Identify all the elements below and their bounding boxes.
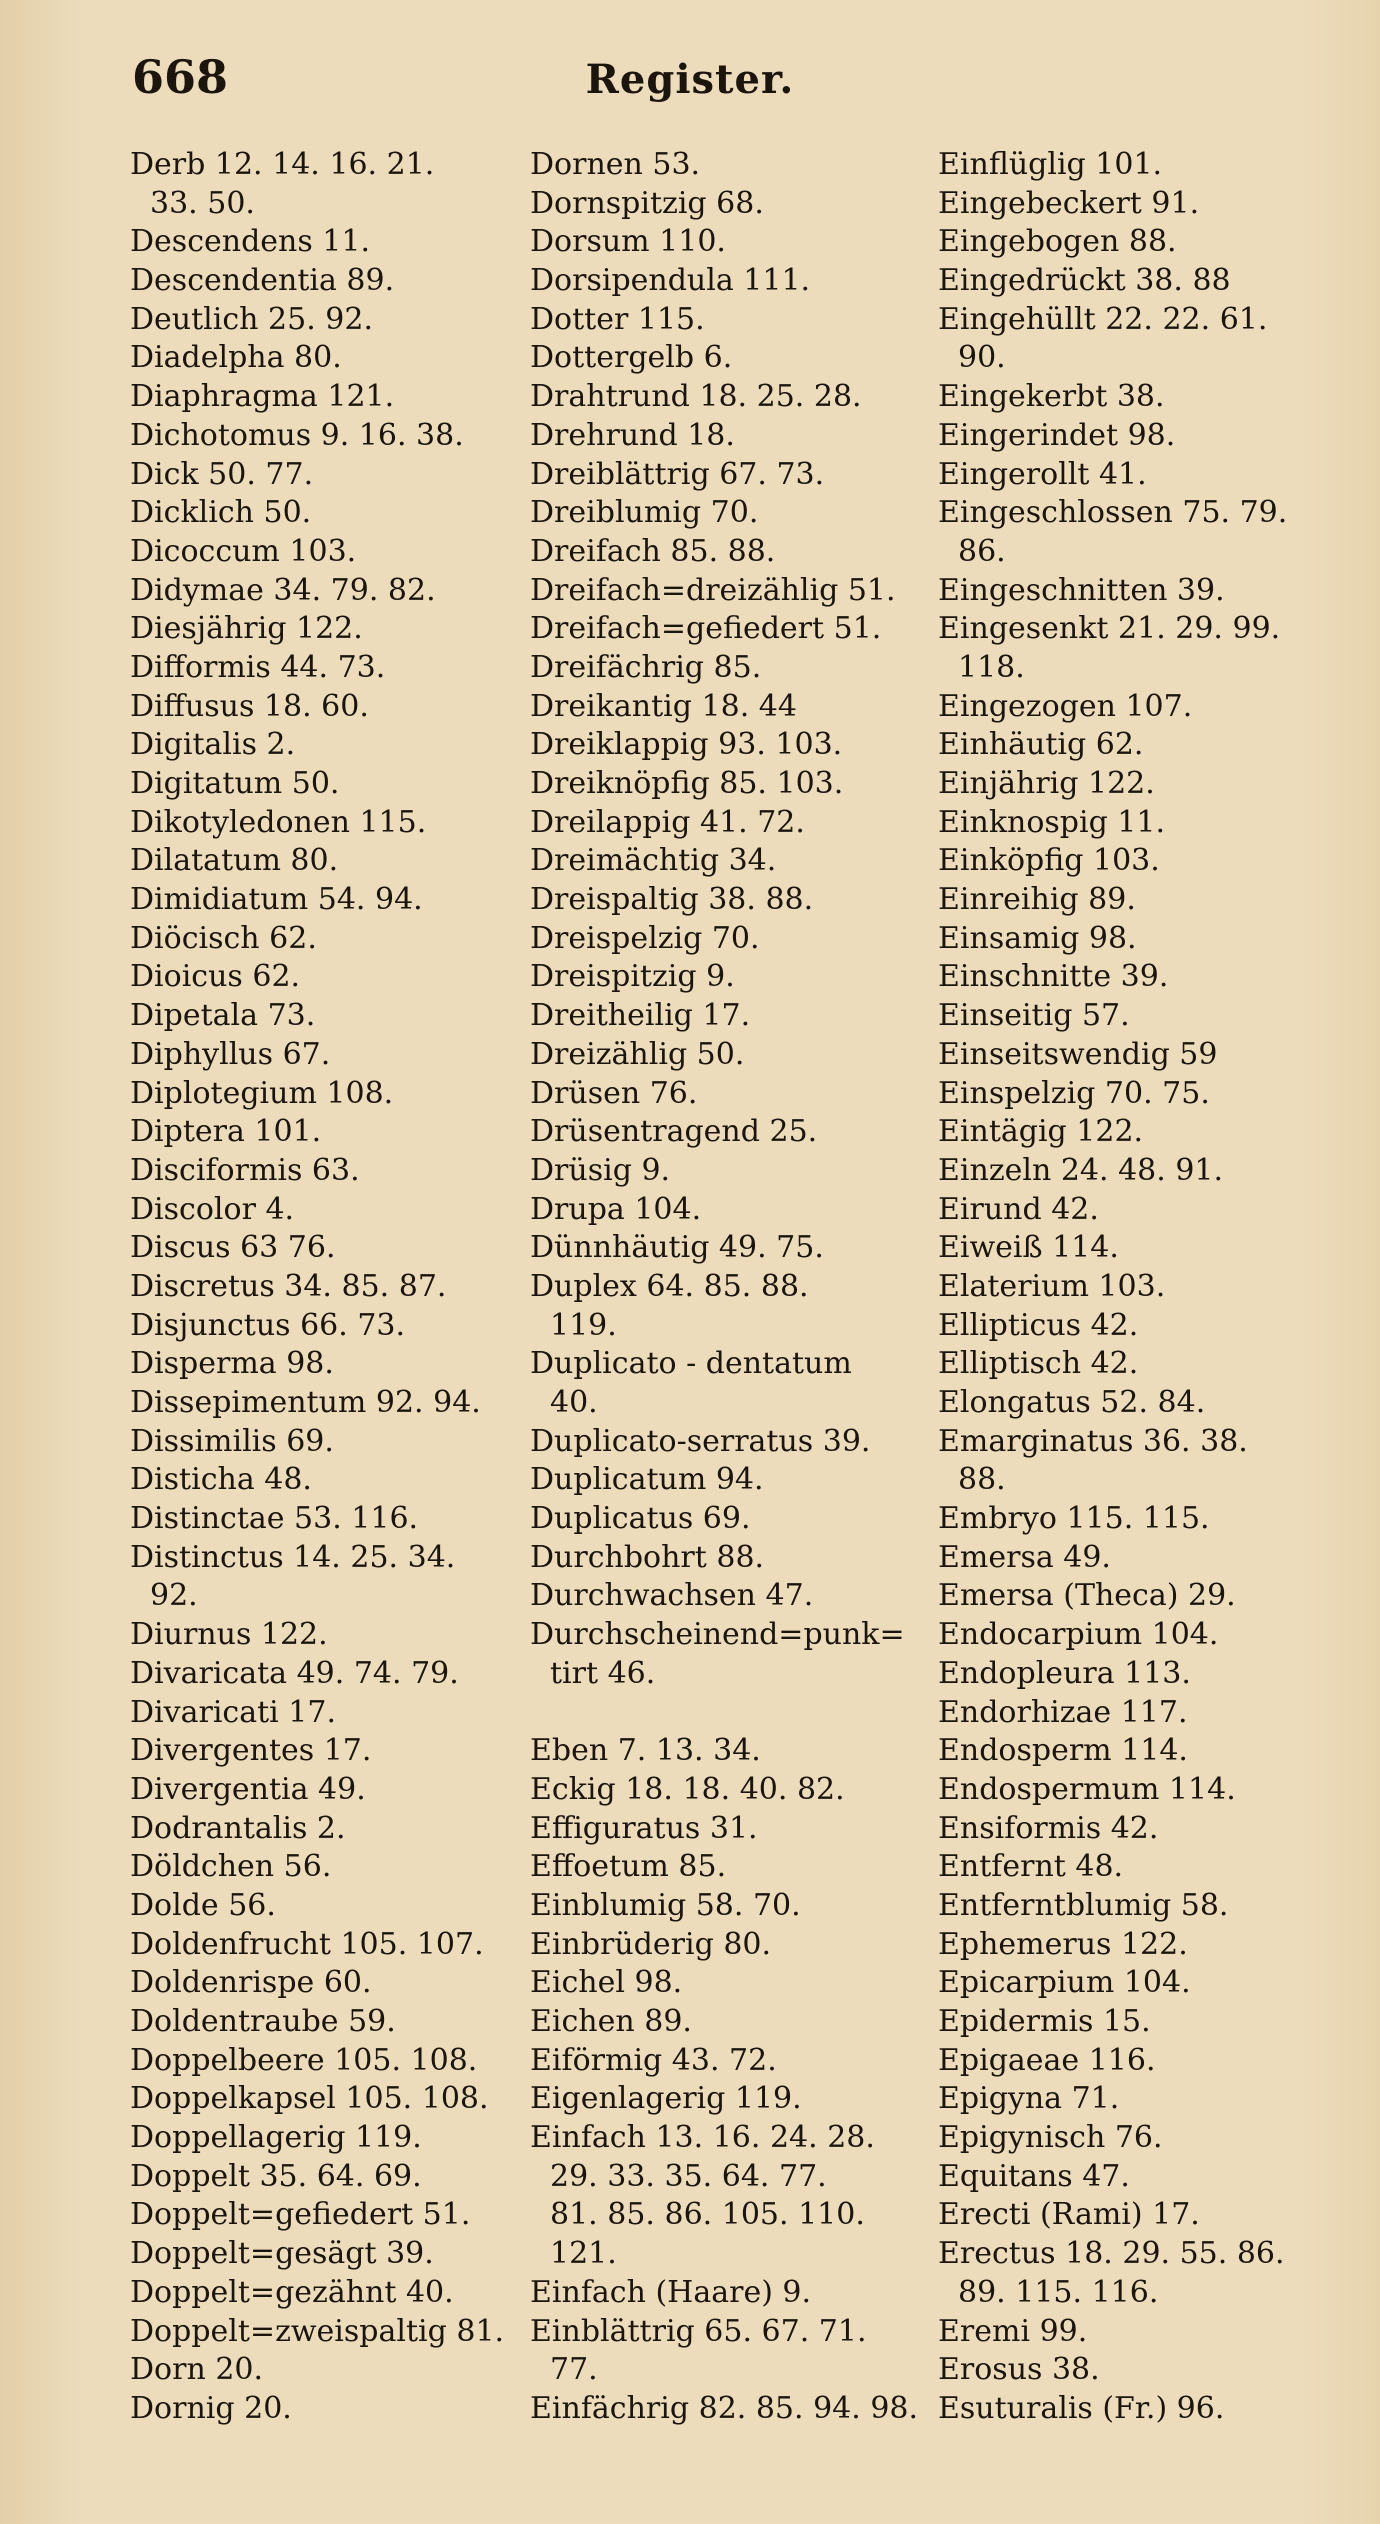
index-entry: Eingerollt 41. xyxy=(938,456,1147,492)
page-header xyxy=(0,50,1380,120)
index-entry: Eingehüllt 22. 22. 61. xyxy=(938,301,1268,337)
index-entry: Einknospig 11. xyxy=(938,804,1166,840)
index-entry: Einseitswendig 59 xyxy=(938,1036,1218,1072)
index-entry: Einschnitte 39. xyxy=(938,959,1169,995)
index-entry-continuation: 29. 33. 35. 64. 77. xyxy=(550,2158,827,2194)
index-entry: Discolor 4. xyxy=(130,1191,295,1227)
index-entry-continuation: 86. xyxy=(958,533,1006,569)
column-left xyxy=(130,146,530,2429)
index-entry: Döldchen 56. xyxy=(130,1849,332,1885)
index-entry-continuation: 88. xyxy=(958,1462,1006,1498)
index-entry: Diffusus 18. 60. xyxy=(130,688,369,724)
index-entry: Drupa 104. xyxy=(530,1191,702,1227)
index-entry: Einseitig 57. xyxy=(938,998,1130,1034)
index-entry: Duplicatus 69. xyxy=(530,1501,751,1537)
index-entry: Dreilappig 41. 72. xyxy=(530,804,805,840)
index-entry: Einspelzig 70. 75. xyxy=(938,1075,1210,1111)
index-entry: Dicoccum 103. xyxy=(130,533,357,569)
index-entry-continuation: 81. 85. 86. 105. 110. xyxy=(550,2197,865,2233)
index-entry: Einköpfig 103. xyxy=(938,843,1160,879)
index-entry: Einjährig 122. xyxy=(938,766,1155,801)
index-entry: Dreifach=dreizählig 51. xyxy=(530,572,896,608)
index-entry: Diaphragma 121. xyxy=(130,379,395,415)
page-number: 668 xyxy=(132,50,229,104)
index-entry: Dorsipendula 111. xyxy=(530,263,811,299)
index-entry: Erosus 38. xyxy=(938,2352,1100,2388)
index-entry: Dioicus 62. xyxy=(130,959,301,995)
index-entry: Dreispaltig 38. 88. xyxy=(530,882,814,918)
index-entry: Eiförmig 43. 72. xyxy=(530,2042,777,2078)
index-entry: Diurnus 122. xyxy=(130,1617,328,1653)
index-entry: Dornen 53. xyxy=(530,147,701,182)
index-entry-continuation: 40. xyxy=(550,1385,598,1420)
index-entry: Descendentia 89. xyxy=(130,263,395,299)
index-entry: Drüsig 9. xyxy=(530,1152,671,1188)
index-entry: Doppelbeere 105. 108. xyxy=(130,2042,478,2078)
index-entry: Distinctae 53. 116. xyxy=(130,1501,419,1537)
index-entry: Elaterium 103. xyxy=(938,1268,1166,1304)
index-entry: Dreikantig 18. 44 xyxy=(530,688,797,724)
index-entry: Emarginatus 36. 38. xyxy=(938,1423,1248,1459)
index-entry: Dreizählig 50. xyxy=(530,1036,745,1072)
index-entry: Dreifächrig 85. xyxy=(530,649,762,685)
index-entry: Einzeln 24. 48. 91. xyxy=(938,1152,1224,1188)
index-entry: Eben 7. 13. 34. xyxy=(530,1733,761,1769)
index-entry: Discus 63 76. xyxy=(130,1230,336,1266)
index-entry: Elliptisch 42. xyxy=(938,1346,1139,1382)
index-entry: Dreifach 85. 88. xyxy=(530,533,776,569)
index-entry: Discretus 34. 85. 87. xyxy=(130,1268,447,1304)
index-entry: Doldentraube 59. xyxy=(130,2004,396,2039)
index-entry: Eintägig 122. xyxy=(938,1114,1144,1150)
index-entry: Effiguratus 31. xyxy=(530,1810,758,1846)
index-entry: Emersa (Theca) 29. xyxy=(938,1578,1236,1614)
index-entry: Effoetum 85. xyxy=(530,1849,727,1885)
index-entry: Diptera 101. xyxy=(130,1114,322,1150)
index-entry: Dreispelzig 70. xyxy=(530,920,760,956)
index-entry: Endopleura 113. xyxy=(938,1655,1191,1691)
index-entry: Dreispitzig 9. xyxy=(530,959,735,995)
index-entry: Doldenfrucht 105. 107. xyxy=(130,1926,484,1962)
index-entry: Dreiblumig 70. xyxy=(530,495,759,531)
index-entry: Einsamig 98. xyxy=(938,920,1137,956)
index-entry: Einreihig 89. xyxy=(938,882,1136,918)
index-entry: Divaricati 17. xyxy=(130,1694,337,1730)
index-columns xyxy=(130,146,1330,2486)
index-entry: Derb 12. 14. 16. 21. xyxy=(130,147,435,182)
index-entry: Dorn 20. xyxy=(130,2352,264,2388)
index-entry: Erecti (Rami) 17. xyxy=(938,2197,1200,2233)
index-entry: Diphyllus 67. xyxy=(130,1036,331,1072)
index-entry: Durchbohrt 88. xyxy=(530,1539,765,1575)
index-entry: Endocarpium 104. xyxy=(938,1617,1219,1653)
index-entry: Entferntblumig 58. xyxy=(938,1887,1229,1923)
index-entry: Dikotyledonen 115. xyxy=(130,804,427,840)
index-entry: Eingedrückt 38. 88 xyxy=(938,263,1231,299)
index-entry: Eichel 98. xyxy=(530,1965,683,2001)
index-entry: Eckig 18. 18. 40. 82. xyxy=(530,1771,845,1807)
index-entry: Divaricata 49. 74. 79. xyxy=(130,1655,459,1691)
index-entry: Eingebeckert 91. xyxy=(938,185,1200,221)
index-entry: Eirund 42. xyxy=(938,1191,1099,1227)
index-entry: Ellipticus 42. xyxy=(938,1307,1139,1343)
index-entry: Emersa 49. xyxy=(938,1539,1111,1575)
index-entry: Dicklich 50. xyxy=(130,495,312,531)
index-entry: Einflüglig 101. xyxy=(938,147,1163,182)
index-entry: Dreifach=gefiedert 51. xyxy=(530,611,882,647)
index-entry: Dichotomus 9. 16. 38. xyxy=(130,417,464,453)
index-entry: Dorsum 110. xyxy=(530,224,726,260)
index-entry: Disjunctus 66. 73. xyxy=(130,1307,406,1343)
index-entry-continuation: 77. xyxy=(550,2352,598,2388)
index-entry-continuation: 89. 115. 116. xyxy=(958,2274,1159,2310)
index-entry: Endosperm 114. xyxy=(938,1733,1188,1769)
index-entry: Elongatus 52. 84. xyxy=(938,1385,1206,1420)
index-entry: Entfernt 48. xyxy=(938,1849,1124,1885)
index-entry-continuation: tirt 46. xyxy=(550,1655,656,1691)
index-entry: Eiweiß 114. xyxy=(938,1230,1119,1266)
index-entry: Endospermum 114. xyxy=(938,1771,1236,1807)
index-entry: Epigyna 71. xyxy=(938,2081,1120,2117)
index-entry: Difformis 44. 73. xyxy=(130,649,386,685)
index-entry: Dreiklappig 93. 103. xyxy=(530,727,843,763)
index-entry: Divergentes 17. xyxy=(130,1733,372,1769)
column-right xyxy=(938,146,1358,2429)
index-entry: Ephemerus 122. xyxy=(938,1926,1188,1962)
index-entry: Eingebogen 88. xyxy=(938,224,1177,260)
index-entry: Descendens 11. xyxy=(130,224,370,260)
index-entry: Disciformis 63. xyxy=(130,1152,360,1188)
index-entry: Dünnhäutig 49. 75. xyxy=(530,1230,824,1266)
index-entry: Eichen 89. xyxy=(530,2004,692,2039)
index-entry: Einblumig 58. 70. xyxy=(530,1887,801,1923)
index-entry: Drüsen 76. xyxy=(530,1075,698,1111)
index-entry: Doppellagerig 119. xyxy=(130,2120,422,2156)
index-entry: Deutlich 25. 92. xyxy=(130,301,373,337)
index-entry: Dissimilis 69. xyxy=(130,1423,334,1459)
index-entry: Epigaeae 116. xyxy=(938,2042,1156,2078)
index-entry: Einfächrig 82. 85. 94. 98. xyxy=(530,2390,919,2426)
index-entry: Dilatatum 80. xyxy=(130,843,339,879)
index-entry: Dornspitzig 68. xyxy=(530,185,764,221)
index-entry: Drehrund 18. xyxy=(530,417,735,453)
index-entry-continuation: 119. xyxy=(550,1307,617,1343)
index-entry: Doldenrispe 60. xyxy=(130,1965,372,2001)
index-entry: Diplotegium 108. xyxy=(130,1075,394,1111)
index-entry: Epigynisch 76. xyxy=(938,2120,1163,2156)
index-entry: Einblättrig 65. 67. 71. xyxy=(530,2313,867,2349)
column-middle xyxy=(530,146,940,2429)
index-entry: Diöcisch 62. xyxy=(130,920,317,956)
index-entry: Diesjährig 122. xyxy=(130,611,363,647)
index-entry: Dipetala 73. xyxy=(130,998,316,1034)
index-entry: Einfach (Haare) 9. xyxy=(530,2274,812,2310)
index-entry: Duplicato-serratus 39. xyxy=(530,1423,871,1459)
index-entry-continuation: 33. 50. xyxy=(150,185,255,221)
index-entry: Dotter 115. xyxy=(530,301,705,337)
index-entry-continuation: 92. xyxy=(150,1578,198,1614)
index-entry: Esuturalis (Fr.) 96. xyxy=(938,2390,1225,2426)
index-entry: Dick 50. 77. xyxy=(130,456,314,492)
index-entry: Digitatum 50. xyxy=(130,766,340,801)
index-entry: Divergentia 49. xyxy=(130,1771,366,1807)
index-entry: Distinctus 14. 25. 34. xyxy=(130,1539,456,1575)
index-entry: Epidermis 15. xyxy=(938,2004,1151,2039)
index-entry: Duplex 64. 85. 88. xyxy=(530,1268,809,1304)
index-entry: Doppelt 35. 64. 69. xyxy=(130,2158,422,2194)
index-entry: Eigenlagerig 119. xyxy=(530,2081,802,2117)
index-entry: Einhäutig 62. xyxy=(938,727,1144,763)
index-entry: Diadelpha 80. xyxy=(130,340,342,376)
index-entry: Epicarpium 104. xyxy=(938,1965,1191,2001)
index-entry: Durchscheinend=punk= xyxy=(530,1617,905,1653)
index-entry: Ensiformis 42. xyxy=(938,1810,1159,1846)
index-entry-continuation: 90. xyxy=(958,340,1006,376)
index-entry: Doppelkapsel 105. 108. xyxy=(130,2081,489,2117)
index-entry: Dreiknöpfig 85. 103. xyxy=(530,766,844,801)
index-entry: Einfach 13. 16. 24. 28. xyxy=(530,2120,875,2156)
index-entry: Eremi 99. xyxy=(938,2313,1088,2349)
index-entry: Dreimächtig 34. xyxy=(530,843,777,879)
index-entry: Eingekerbt 38. xyxy=(938,379,1165,415)
index-entry: Dolde 56. xyxy=(130,1887,276,1923)
index-entry: Drüsentragend 25. xyxy=(530,1114,818,1150)
index-entry: Eingezogen 107. xyxy=(938,688,1193,724)
index-entry: Didymae 34. 79. 82. xyxy=(130,572,436,608)
index-entry: Doppelt=gezähnt 40. xyxy=(130,2274,454,2310)
index-entry: Doppelt=zweispaltig 81. xyxy=(130,2313,505,2349)
index-entry: Durchwachsen 47. xyxy=(530,1578,814,1614)
running-title: Register. xyxy=(585,56,795,103)
index-entry: Dissepimentum 92. 94. xyxy=(130,1385,481,1420)
index-entry: Duplicatum 94. xyxy=(530,1462,764,1498)
index-entry-continuation: 121. xyxy=(550,2236,617,2272)
index-entry: Erectus 18. 29. 55. 86. xyxy=(938,2236,1285,2272)
index-entry-continuation: 118. xyxy=(958,649,1025,685)
index-entry: Equitans 47. xyxy=(938,2158,1130,2194)
index-entry: Dreiblättrig 67. 73. xyxy=(530,456,825,492)
index-entry: Dottergelb 6. xyxy=(530,340,733,376)
index-entry: Disperma 98. xyxy=(130,1346,334,1382)
index-entry: Eingeschlossen 75. 79. xyxy=(938,495,1288,531)
index-entry: Drahtrund 18. 25. 28. xyxy=(530,379,862,415)
index-entry: Digitalis 2. xyxy=(130,727,296,763)
index-entry: Doppelt=gefiedert 51. xyxy=(130,2197,471,2233)
index-entry: Doppelt=gesägt 39. xyxy=(130,2236,434,2272)
index-entry: Eingeschnitten 39. xyxy=(938,572,1225,608)
index-entry: Einbrüderig 80. xyxy=(530,1926,772,1962)
index-entry: Eingerindet 98. xyxy=(938,417,1176,453)
section-gap xyxy=(530,1694,940,1733)
index-entry: Dreitheilig 17. xyxy=(530,998,751,1034)
index-entry: Endorhizae 117. xyxy=(938,1694,1188,1730)
index-entry: Dodrantalis 2. xyxy=(130,1810,346,1846)
index-entry: Disticha 48. xyxy=(130,1462,312,1498)
index-entry: Dimidiatum 54. 94. xyxy=(130,882,423,918)
index-entry: Duplicato - dentatum xyxy=(530,1346,852,1382)
index-entry: Eingesenkt 21. 29. 99. xyxy=(938,611,1281,647)
index-entry: Embryo 115. 115. xyxy=(938,1501,1210,1537)
index-entry: Dornig 20. xyxy=(130,2390,292,2426)
